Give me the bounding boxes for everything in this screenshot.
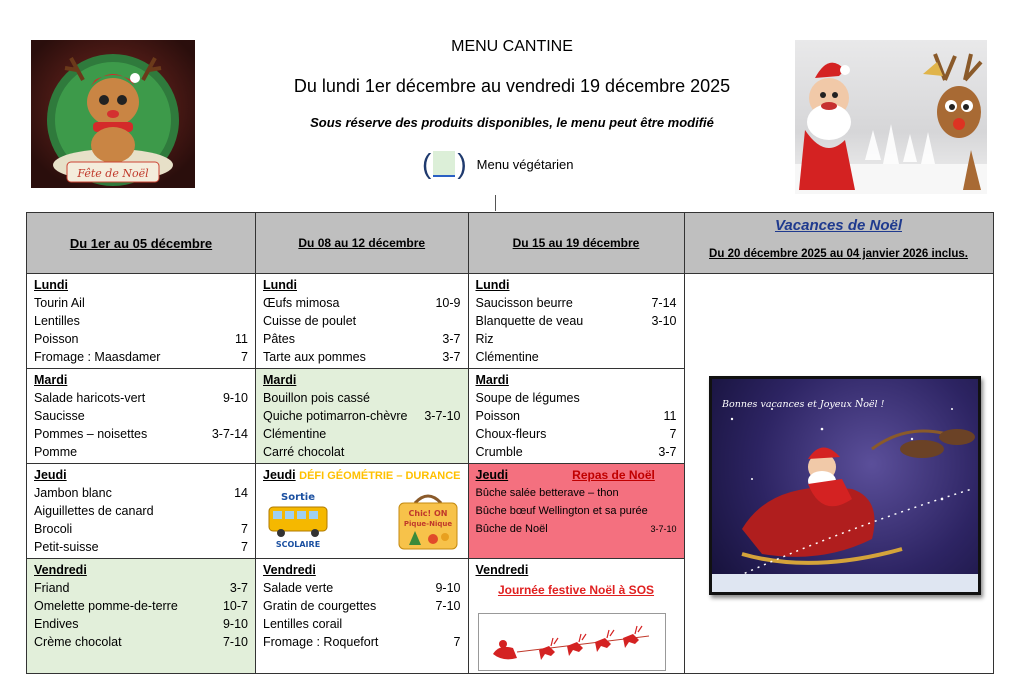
menu-cell-w1-tuesday xyxy=(27,369,256,464)
monday-row xyxy=(27,274,994,369)
day-label: Lundi xyxy=(263,278,298,292)
vacation-dates: Du 20 décembre 2025 au 04 janvier 2026 inclus. xyxy=(709,248,968,260)
menu-item: Clémentine xyxy=(475,350,539,364)
menu-item: Petit-suisse 7 xyxy=(34,540,248,554)
text-cursor xyxy=(495,195,496,211)
menu-item: Endives 9-10 xyxy=(34,617,248,631)
menu-item: Brocoli 7 xyxy=(34,522,248,536)
badge-pique-nique: Pique-Nique xyxy=(403,520,452,528)
reindeer-sleigh-icon xyxy=(479,614,665,670)
paren-open: ( xyxy=(422,148,432,179)
menu-item: Lentilles corail xyxy=(263,617,343,631)
vegetarian-legend xyxy=(422,148,574,180)
school-bus-icon xyxy=(263,489,333,551)
menu-cell-w1-friday xyxy=(27,559,256,674)
fete-de-noel-image xyxy=(31,40,195,188)
menu-item: Bûche bœuf Wellington et sa purée xyxy=(475,505,648,517)
event-label: DÉFI GÉOMÉTRIE – DURANCE xyxy=(299,470,461,482)
menu-table xyxy=(26,212,994,674)
menu-cell-w3-friday xyxy=(468,559,684,674)
festive-day-label: Journée festive Noël à SOS xyxy=(497,583,655,597)
menu-item: Œufs mimosa 10-9 xyxy=(263,296,461,310)
menu-item: Omelette pomme-de-terre 10-7 xyxy=(34,599,248,613)
vacation-header xyxy=(684,213,993,274)
menu-title: MENU CANTINE xyxy=(451,38,573,55)
menu-item: Salade haricots-vert 9-10 xyxy=(34,391,248,405)
vacation-image xyxy=(709,376,981,595)
menu-cell-w2-monday xyxy=(256,274,469,369)
week-header-3: Du 15 au 19 décembre xyxy=(468,213,684,274)
menu-cell-w2-thursday xyxy=(256,464,469,559)
day-label: Vendredi xyxy=(263,563,316,577)
menu-item: Jambon blanc 14 xyxy=(34,486,248,500)
thursday-event-line xyxy=(263,466,461,485)
menu-item: Bûche de Noël 3-7-10 xyxy=(475,523,677,535)
day-label: Vendredi xyxy=(34,563,87,577)
day-label: Jeudi xyxy=(475,468,509,482)
menu-item: Friand 3-7 xyxy=(34,581,248,595)
day-label: Lundi xyxy=(475,278,510,292)
menu-item: Poisson 11 xyxy=(475,409,677,423)
header-row xyxy=(27,213,994,274)
santa-reindeer-image xyxy=(795,40,987,194)
menu-item: Pomme xyxy=(34,445,78,459)
vacation-cell xyxy=(684,274,993,674)
vegetarian-label: Menu végétarien xyxy=(476,156,574,172)
menu-period: Du lundi 1er décembre au vendredi 19 décembre 2025 xyxy=(293,76,731,96)
badge-chic-on: Chic! ON xyxy=(408,509,447,518)
menu-item: Pommes – noisettes 3-7-14 xyxy=(34,427,248,441)
menu-item: Riz xyxy=(475,332,494,346)
menu-item: Cuisse de poulet xyxy=(263,314,357,328)
menu-item: Aiguillettes de canard xyxy=(34,504,154,518)
day-label: Jeudi xyxy=(34,468,67,482)
week-header-2: Du 08 au 12 décembre xyxy=(256,213,469,274)
vacation-title: Vacances de Noël xyxy=(774,217,902,234)
menu-item: Salade verte 9-10 xyxy=(263,581,461,595)
menu-item: Gratin de courgettes 7-10 xyxy=(263,599,461,613)
vacation-image-caption: Bonnes vacances et Joyeux Noël ! xyxy=(721,399,884,410)
day-label: Mardi xyxy=(475,373,509,387)
reindeer-illustration xyxy=(31,40,195,188)
menu-item: Crème chocolat 7-10 xyxy=(34,635,248,649)
menu-item: Tarte aux pommes 3-7 xyxy=(263,350,461,364)
menu-item: Soupe de légumes xyxy=(475,391,580,405)
menu-item: Bûche salée betterave – thon xyxy=(475,487,619,499)
badge-sortie: Sortie xyxy=(281,492,315,503)
christmas-meal-line xyxy=(476,466,677,484)
menu-item: Clémentine xyxy=(263,427,327,441)
menu-item: Saucisse xyxy=(34,409,85,423)
sleigh-image xyxy=(478,613,666,671)
day-label: Lundi xyxy=(34,278,69,292)
fete-de-noel-caption: Fête de Noël xyxy=(77,167,149,180)
menu-item: Blanquette de veau 3-10 xyxy=(475,314,677,328)
menu-item: Choux-fleurs 7 xyxy=(475,427,677,441)
menu-item: Quiche potimarron-chèvre 3-7-10 xyxy=(263,409,461,423)
menu-cell-w3-tuesday xyxy=(468,369,684,464)
vegetarian-swatch xyxy=(433,151,455,177)
menu-item: Lentilles xyxy=(34,314,80,328)
day-label: Mardi xyxy=(34,373,68,387)
picnic-basket-icon xyxy=(395,489,461,551)
paren-close: ) xyxy=(457,148,467,179)
menu-item: Fromage : Maasdamer 7 xyxy=(34,350,248,364)
santa-sleigh-illustration xyxy=(712,379,978,592)
week-header-1: Du 1er au 05 décembre xyxy=(27,213,256,274)
menu-item: Bouillon pois cassé xyxy=(263,391,371,405)
menu-item: Poisson 11 xyxy=(34,332,248,346)
santa-illustration xyxy=(795,40,987,194)
menu-item: Crumble 3-7 xyxy=(475,445,677,459)
menu-item: Pâtes 3-7 xyxy=(263,332,461,346)
menu-cell-w2-friday xyxy=(256,559,469,674)
menu-cell-w2-tuesday xyxy=(256,369,469,464)
menu-cell-w1-monday xyxy=(27,274,256,369)
day-label: Mardi xyxy=(263,373,297,387)
menu-cell-w3-monday xyxy=(468,274,684,369)
christmas-meal-label: Repas de Noël xyxy=(572,468,655,482)
menu-notice: Sous réserve des produits disponibles, le menu peut être modifié xyxy=(310,115,714,130)
day-label: Jeudi xyxy=(263,468,296,482)
menu-cell-w3-thursday xyxy=(468,464,684,559)
menu-item: Fromage : Roquefort 7 xyxy=(263,635,461,649)
badge-scolaire: SCOLAIRE xyxy=(275,540,321,549)
menu-item: Saucisson beurre 7-14 xyxy=(475,296,677,310)
menu-item: Carré chocolat xyxy=(263,445,345,459)
event-badges xyxy=(263,489,461,551)
menu-item: Tourin Ail xyxy=(34,296,85,310)
day-label: Vendredi xyxy=(475,563,529,577)
menu-cell-w1-thursday xyxy=(27,464,256,559)
